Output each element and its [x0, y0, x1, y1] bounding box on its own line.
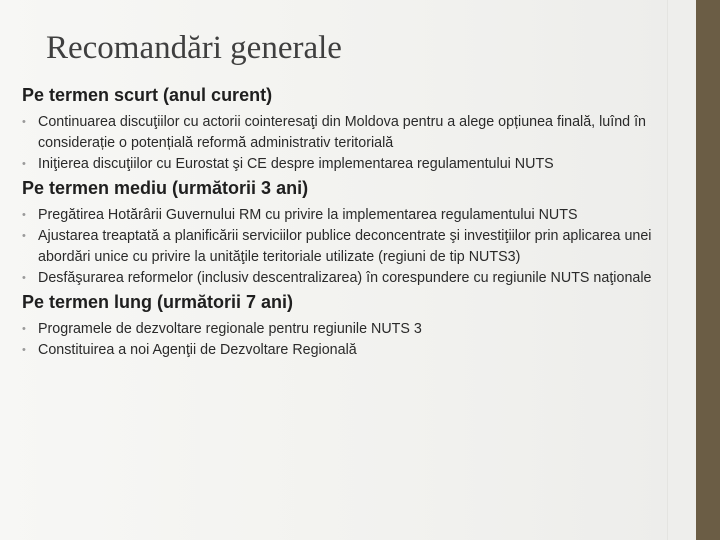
- section-heading: Pe termen scurt (anul curent): [22, 85, 273, 105]
- list-item-text: Pregătirea Hotărârii Guvernului RM cu privire la implementarea regulamentului NUTS: [38, 207, 578, 223]
- bullet-icon: •: [22, 344, 26, 356]
- bullet-list: [22, 205, 652, 289]
- list-item: [22, 340, 652, 361]
- slide-content: [22, 84, 652, 363]
- section-heading: Pe termen mediu (următorii 3 ani): [22, 178, 309, 198]
- list-item: [22, 268, 652, 289]
- list-item: [22, 112, 652, 154]
- list-item-text: Iniţierea discuţiilor cu Eurostat şi CE despre implementarea regulamentului NUTS: [38, 156, 554, 172]
- bullet-icon: •: [22, 209, 26, 221]
- section-short-term: [22, 84, 652, 175]
- list-item-text: Desfăşurarea reformelor (inclusiv descentralizarea) în corespundere cu regiunile NUTS naţionale: [38, 270, 652, 286]
- list-item-text: Continuarea discuţiilor cu actorii cointeresaţi din Moldova pentru a alege opțiunea finală, luînd în considerație o potențială reformă administrativ teritorială: [38, 114, 646, 151]
- accent-bar: [696, 0, 720, 540]
- bullet-icon: •: [22, 230, 26, 242]
- list-item: [22, 319, 652, 340]
- section-heading: Pe termen lung (următorii 7 ani): [22, 292, 294, 312]
- bullet-icon: •: [22, 272, 26, 284]
- slide-title: Recomandări generale: [46, 30, 342, 66]
- list-item-text: Constituirea a noi Agenţii de Dezvoltare Regională: [38, 342, 357, 358]
- bullet-icon: •: [22, 323, 26, 335]
- bullet-icon: •: [22, 116, 26, 128]
- section-medium-term: [22, 177, 652, 289]
- list-item-text: Ajustarea treaptată a planificării serviciilor publice deconcentrate şi investiţiilor prin aplicarea unei abordări unice cu privire la unităţile teritoriale utilizate (regiuni de tip NUTS3): [38, 228, 652, 265]
- bullet-list: [22, 319, 652, 361]
- list-item: [22, 154, 652, 175]
- list-item: [22, 226, 652, 268]
- section-long-term: [22, 291, 652, 361]
- bullet-icon: •: [22, 158, 26, 170]
- list-item-text: Programele de dezvoltare regionale pentru regiunile NUTS 3: [38, 321, 422, 337]
- list-item: [22, 205, 652, 226]
- bullet-list: [22, 112, 652, 175]
